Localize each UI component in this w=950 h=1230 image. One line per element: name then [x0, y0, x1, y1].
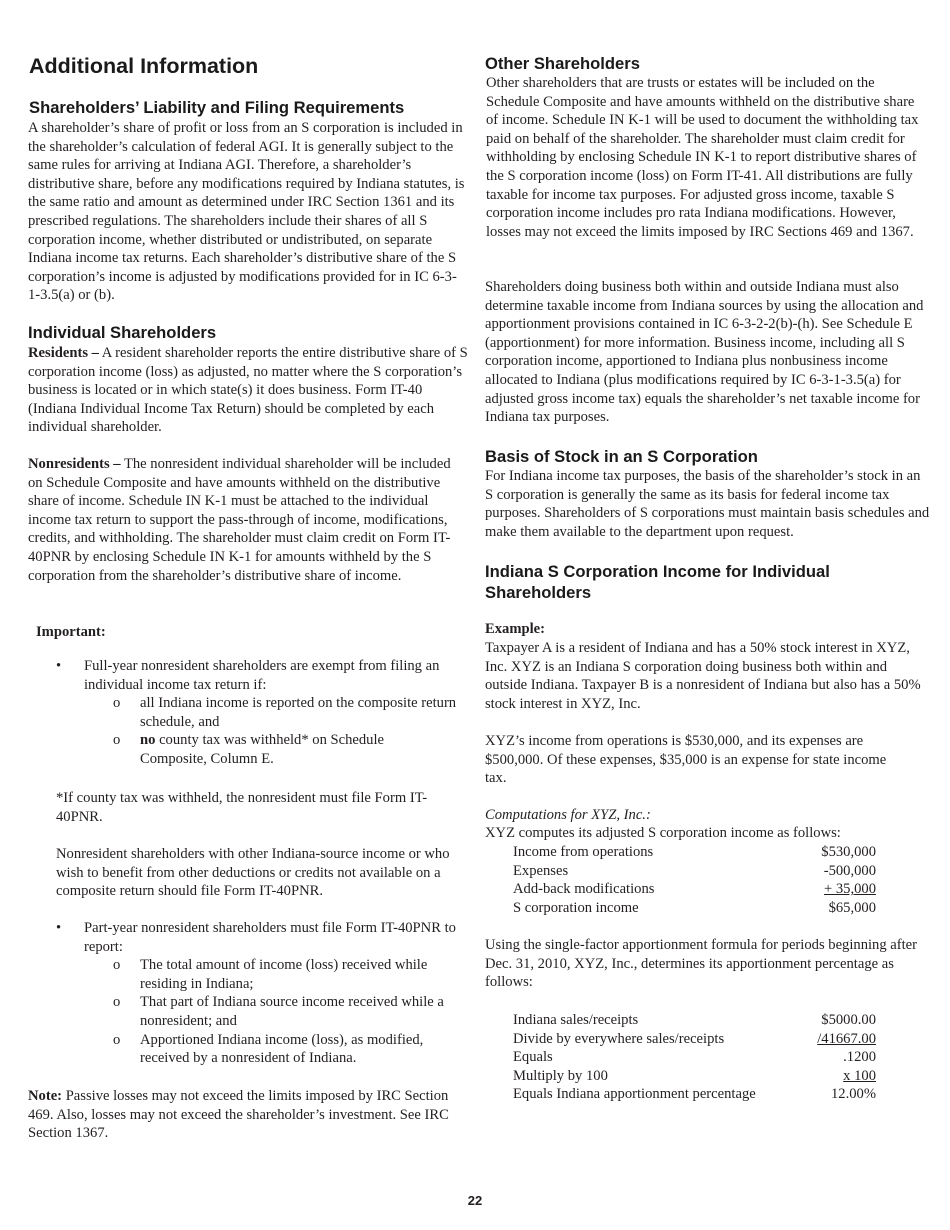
important-list-1: [28, 657, 468, 769]
bullet-item: • Full-year nonresident shareholders are exempt from filing an individual income tax return if:: [56, 658, 440, 693]
residents-text: A resident shareholder reports the entire distributive share of S corporation income (loss) as adjusted, no matter where the S corporation’s business is located or in which state(s) it does business. Form IT-40 (Indiana Individual Income Tax Return) should be completed by each individual shareholder.: [28, 345, 468, 436]
section-heading-liability: Shareholders’ Liability and Filing Requirements: [29, 98, 405, 117]
table-row: Equals Indiana apportionment percentage 12.00%: [513, 1086, 876, 1103]
county-tax-footnote: *If county tax was withheld, the nonresident must file Form IT-40PNR.: [56, 790, 428, 825]
bullet-icon: •: [56, 658, 62, 674]
note-paragraph: Note: Passive losses may not exceed the limits imposed by IRC Section 469. Also, losses may not exceed the shareholder’s investment. See IRC Section 1367.: [28, 1088, 449, 1142]
computation-table: [513, 843, 876, 917]
table-row: Indiana sales/receipts $5000.00: [513, 1012, 876, 1028]
apportionment-table: [513, 1011, 876, 1104]
multistate-paragraph: Shareholders doing business both within and outside Indiana must also determine taxable income from Indiana sources by using the allocation and apportionment provisions contained in IC 6-3-2-2(b)-(h). See Schedule E (apportionment) for more information. Business income, including all S corporation income, apportioned to Indiana plus nonbusiness income allocated to Indiana (plus modifications required by IC 6-3-1-3.5(a) for adjusted gross income tax) equals the shareholder’s net taxable income for Indiana tax purposes.: [485, 279, 924, 426]
section-heading-basis: Basis of Stock in an S Corporation: [485, 447, 758, 466]
sub-bullet-item: o no county tax was withheld* on Schedule Composite, Column E.: [113, 732, 385, 767]
sub-bullet-item: o The total amount of income (loss) received while residing in Indiana;: [113, 957, 428, 992]
residents-label: Residents –: [28, 345, 99, 361]
computations-intro: XYZ computes its adjusted S corporation income as follows:: [485, 825, 841, 841]
sub-bullet-item: o That part of Indiana source income received while a nonresident; and: [113, 994, 444, 1029]
sub-bullet-icon: o: [113, 1031, 121, 1048]
residents-paragraph: [28, 344, 468, 437]
sub-bullet-icon: o: [113, 994, 121, 1011]
other-income-paragraph: Nonresident shareholders with other Indiana-source income or who wish to benefit from other deductions or credits not available on a composite return should file Form IT-40PNR.: [56, 846, 450, 900]
example-label: Example:: [485, 621, 545, 637]
sub-bullet-icon: o: [113, 695, 121, 712]
note-label: Note:: [28, 1088, 63, 1104]
sub-bullet-icon: o: [113, 957, 121, 974]
important-label: Important:: [36, 624, 106, 640]
xyz-income-paragraph: XYZ’s income from operations is $530,000, and its expenses are $500,000. Of these expenses, $35,000 is an expense for state income tax.: [485, 733, 887, 787]
important-list-2: [28, 919, 468, 1068]
section-heading-other: Other Shareholders: [485, 54, 640, 73]
table-row: Multiply by 100 x 100: [513, 1067, 876, 1084]
table-row: S corporation income $65,000: [513, 899, 876, 916]
bullet-item: • Part-year nonresident shareholders must file Form IT-40PNR to report:: [56, 920, 456, 955]
liability-paragraph: A shareholder’s share of profit or loss from an S corporation is included in the shareholder’s calculation of federal AGI. It is generally subject to the same rules for arriving at Indiana AGI. Therefore, a shareholder’s distributive share, before any modifications required by Indiana statutes, is the same ratio and amount as determined under IRC Section 1361 and its prescribed regulations. The shareholders include their shares of all S corporation income, whether distributed or undistributed, on separate Indiana income tax returns. Each shareholder’s distributive share of the S corporation’s income is adjusted by modifications provided for in IC 6-3-1-3.5(a) or (b).: [28, 120, 465, 304]
nonresidents-label: Nonresidents –: [28, 456, 121, 472]
sub-bullet-item: o all Indiana income is reported on the composite return schedule, and: [113, 695, 457, 730]
page-number: 22: [467, 1193, 483, 1208]
table-row: Divide by everywhere sales/receipts /41667.00: [513, 1030, 876, 1047]
other-shareholders-paragraph: Other shareholders that are trusts or estates will be included on the Schedule Composite and have amounts withheld on the distributive share of income. Schedule IN K-1 will be used to document the withholding tax paid on behalf of the shareholder. The shareholder must claim credit for withholding by enclosing Schedule IN K-1 to report distributive shares of the S corporation income (loss) on Form IT-41. All distributions are fully taxable for income tax purposes. For adjusted gross income, taxable S corporation income includes pro rata Indiana modifications. However, losses may not exceed the limits imposed by IRC Sections 469 and 1367.: [486, 75, 919, 240]
nonresidents-paragraph: [28, 455, 468, 585]
sub-bullet-icon: o: [113, 732, 121, 749]
table-row: Equals .1200: [513, 1049, 876, 1066]
page-title: Additional Information: [29, 54, 259, 78]
apportionment-intro: Using the single-factor apportionment formula for periods beginning after Dec. 31, 2010, XYZ, Inc., determines its apportionment percentage as follows:: [485, 937, 918, 991]
basis-paragraph: For Indiana income tax purposes, the basis of the shareholder’s stock in an S corporation is generally the same as its basis for federal income tax purposes. Shareholders of S corporations must maintain basis schedules and make them available to the department upon request.: [485, 468, 930, 540]
computations-label: Computations for XYZ, Inc.:: [485, 807, 651, 823]
table-row: Add-back modifications + 35,000: [513, 881, 876, 898]
table-row: Income from operations $530,000: [513, 844, 876, 860]
bullet-icon: •: [56, 920, 62, 936]
sub-bullet-item: o Apportioned Indiana income (loss), as modified, received by a nonresident of Indiana.: [113, 1031, 424, 1067]
example-paragraph: Taxpayer A is a resident of Indiana and has a 50% stock interest in XYZ, Inc. XYZ is an Indiana S corporation doing business both within and outside Indiana. Taxpayer B is a nonresident of Indiana but also has a 50% stock interest in XYZ, Inc.: [485, 640, 921, 712]
section-heading-income: Indiana S Corporation Income for Individual Shareholders: [485, 562, 830, 602]
section-heading-individual: Individual Shareholders: [28, 323, 217, 342]
nonresidents-text: The nonresident individual shareholder will be included on Schedule Composite and have amounts withheld on the distributive share of income. Schedule IN K-1 must be attached to the individual income tax return to support the pass-through of income, modifications, credits, and withholding. The shareholder must claim credit on Form IT-40PNR by enclosing Schedule IN K-1 for amounts withheld by the S corporation from the shareholder’s distributive share of income.: [28, 456, 451, 584]
table-row: Expenses -500,000: [513, 862, 876, 879]
